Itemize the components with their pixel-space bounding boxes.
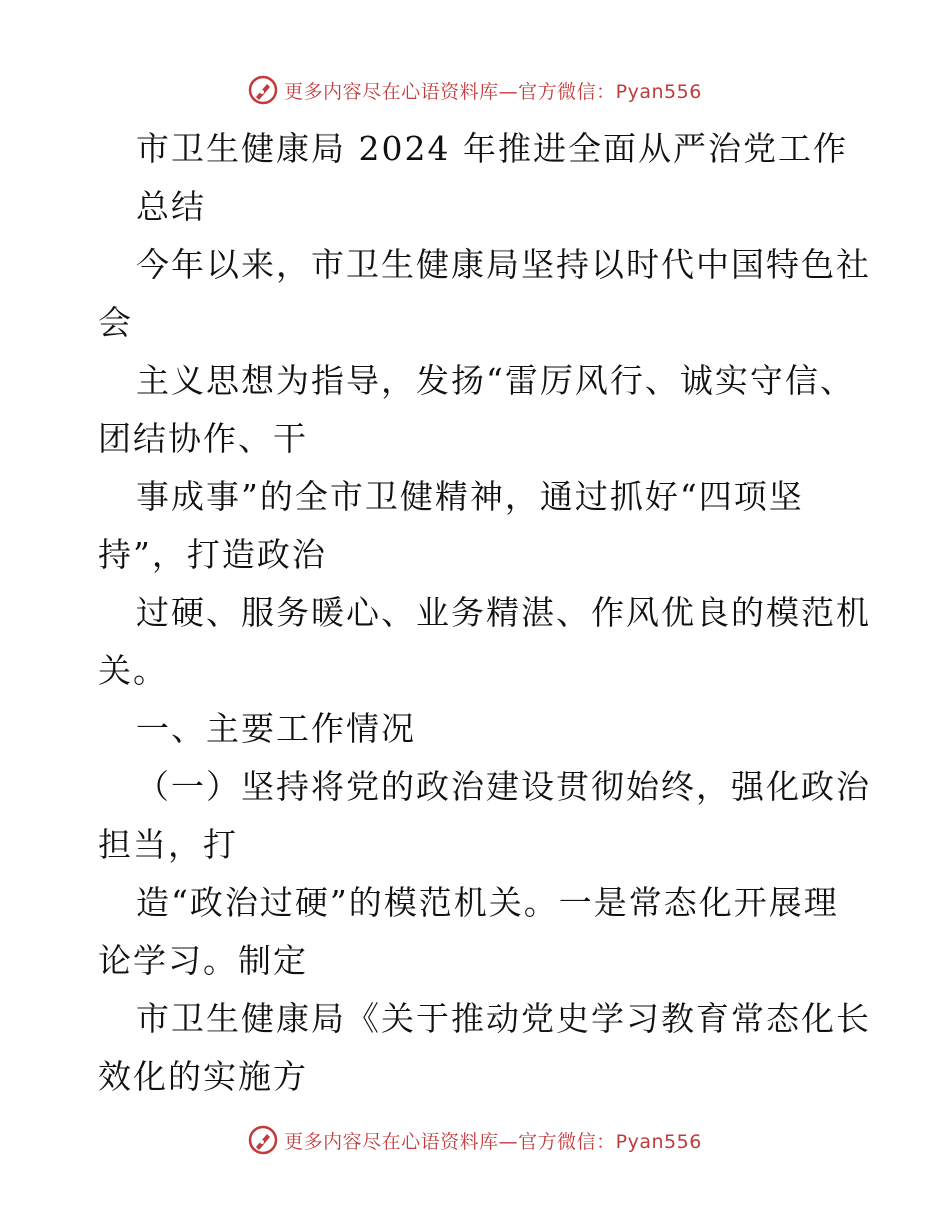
document-title-line-2: 总结: [136, 187, 206, 226]
paragraph-line: 团结协作、干: [98, 419, 308, 458]
subsection-heading-line: （一）坚持将党的政治建设贯彻始终，强化政治: [136, 767, 871, 806]
document-body: [98, 120, 871, 1106]
footer-banner: [0, 1120, 950, 1160]
paragraph-line: 持”，打造政治: [98, 535, 327, 574]
footer-banner-text: 更多内容尽在心语资料库—官方微信：Pyan556: [284, 1130, 702, 1153]
pen-nib-logo-icon: [248, 75, 278, 105]
paragraph-line: 关。: [98, 651, 168, 690]
paragraph-line: 主义思想为指导，发扬“雷厉风行、诚实守信、: [136, 361, 855, 400]
header-banner: [0, 70, 950, 110]
header-banner-text: 更多内容尽在心语资料库—官方微信：Pyan556: [284, 80, 702, 103]
paragraph-line: 论学习。制定: [98, 941, 308, 980]
paragraph-line: 今年以来，市卫生健康局坚持以时代中国特色社: [136, 245, 871, 284]
paragraph-line: 效化的实施方: [98, 1057, 308, 1096]
section-heading: 一、主要工作情况: [136, 709, 416, 748]
paragraph-line: 造“政治过硬”的模范机关。一是常态化开展理: [136, 883, 839, 922]
paragraph-line: 市卫生健康局《关于推动党史学习教育常态化长: [136, 999, 871, 1038]
paragraph-line: 过硬、服务暖心、业务精湛、作风优良的模范机: [136, 593, 871, 632]
pen-nib-logo-icon: [248, 1125, 278, 1155]
paragraph-line: 事成事”的全市卫健精神，通过抓好“四项坚: [136, 477, 804, 516]
subsection-heading-line: 担当，打: [98, 825, 238, 864]
paragraph-line: 会: [98, 303, 133, 342]
document-title-line-1: 市卫生健康局 2024 年推进全面从严治党工作: [136, 129, 848, 168]
